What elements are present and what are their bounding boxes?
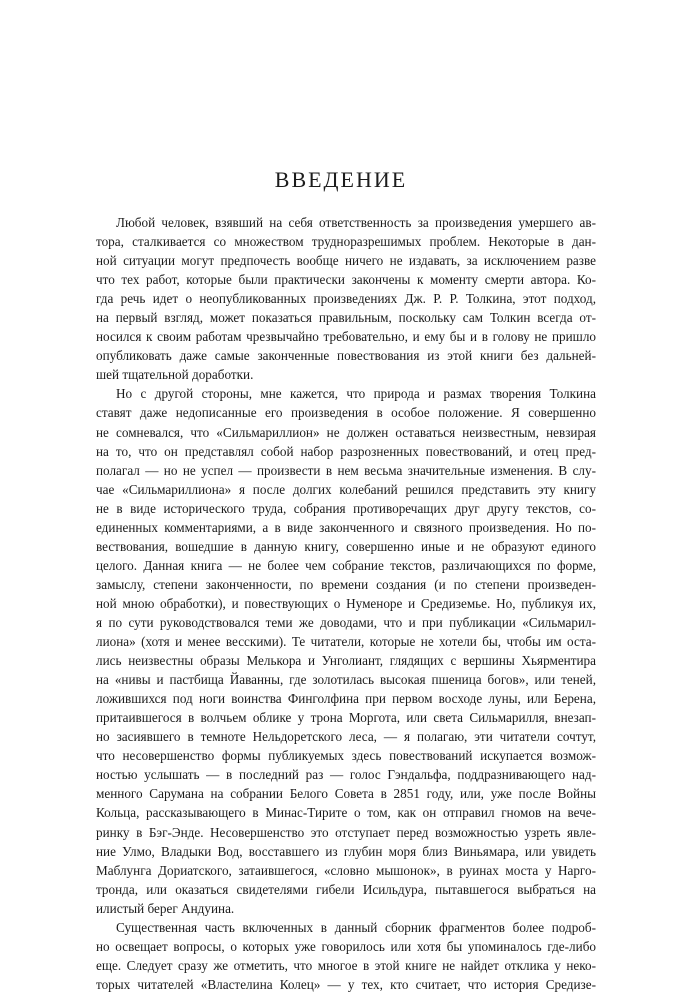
text-line: еще. Следует сразу же отметить, что многое в этой книге не найдет отклика у неко-: [96, 957, 596, 973]
text-line: полагал — но не успел — произвести в нем весьма значительные изменения. В слу-: [96, 462, 596, 478]
paragraph: [96, 213, 596, 384]
text-line: Любой человек, взявший на себя ответственность за произведения умершего ав-: [116, 215, 596, 230]
text-line: на первый взгляд, может показаться правильным, поскольку сам Толкин всегда от-: [96, 310, 596, 326]
text-line: Но с другой стороны, мне кажется, что природа и размах творения Толкина: [116, 386, 596, 402]
text-line: вествования, вошедшие в данную книгу, совершенно иные и не образуют единого: [96, 538, 596, 554]
text-line: тора, сталкивается со множеством трудноразрешимых проблем. Некоторые в дан-: [96, 234, 596, 250]
text-line: притаившегося в волчьем облике у трона Моргота, или света Сильмарилля, внезап-: [96, 710, 596, 726]
text-line: целого. Данная книга — не более чем собрание текстов, различающихся по форме,: [96, 557, 596, 573]
text-line: но освещает вопросы, о которых уже говорилось или хотя бы упоминалось где-либо: [96, 938, 596, 954]
text-line: Кольца, рассказывающего в Минас-Тирите о том, как он отправил гномов на вече-: [96, 805, 596, 821]
text-line: ние Улмо, Владыки Вод, восставшего из глубин моря близ Виньямара, или увидеть: [96, 843, 596, 859]
text-line: ринку в Бэг-Энде. Несовершенство это отступает перед возможностью узреть явле-: [96, 824, 596, 840]
text-line: ставят даже недописанные его произведения в особое положение. Я совершенно: [96, 405, 596, 421]
text-line: носился к своим работам чрезвычайно требовательно, и ему бы и в голову не пришло: [96, 329, 596, 345]
text-line: не сомневался, что «Сильмариллион» не должен оставаться неизвестным, невзирая: [96, 424, 596, 440]
text-line: Существенная часть включенных в данный сборник фрагментов более подроб-: [116, 919, 596, 935]
text-line: что тех работ, которые были практически закончены к моменту смерти автора. Ко-: [96, 272, 596, 288]
text-line: лиона» (хотя и менее весскими). Те читатели, которые не хотели бы, чтобы им оста-: [96, 634, 596, 650]
text-line: опубликовать даже самые законченные повествования из этой книги без дальней-: [96, 348, 596, 364]
text-line: гда речь идет о неопубликованных произведениях Дж. Р. Р. Толкина, этот подход,: [96, 291, 596, 307]
text-line: шей тщательной доработки.: [96, 367, 254, 383]
text-line: ной мною обработки), и повествующих о Нуменоре и Средиземье. Но, публикуя их,: [96, 595, 596, 611]
paragraph: [96, 384, 596, 917]
text-line: что несовершенство формы публикуемых здесь повествований искупается возмож-: [96, 748, 596, 764]
text-line: но засиявшего в темноте Нельдоретского леса, — я полагаю, эти читатели сочтут,: [96, 729, 596, 745]
text-line: тронда, или оказаться свидетелями гибели Исильдура, пытавшегося выбраться на: [96, 881, 596, 897]
text-line: ностью услышать — в последний раз — голос Гэндальфа, поддразнивающего над-: [96, 767, 596, 783]
text-line: я по сути руководствовался теми же доводами, что и при публикации «Сильмарил-: [96, 614, 596, 630]
text-line: не в виде исторического труда, собрания противоречащих друг другу текстов, со-: [96, 500, 596, 516]
text-line: ной ситуации могут предпочесть вообще ничего не издавать, за исключением разве: [96, 253, 596, 269]
text-line: торых читателей «Властелина Колец» — у тех, кто считает, что история Средизе-: [96, 976, 596, 992]
chapter-body: [96, 213, 596, 994]
text-line: чае «Сильмариллиона» я после долгих колебаний решился представить эту книгу: [96, 481, 596, 497]
text-line: на «нивы и пастбища Йаванны, где золотилась высокая пшеница богов», или теней,: [96, 672, 596, 688]
text-line: менного Сарумана на собрании Белого Совета в 2851 году, или, уже после Войны: [96, 786, 596, 802]
paragraph: [96, 918, 596, 994]
text-line: лись неизвестны образы Мелькора и Унголиант, глядящих с вершины Хьярментира: [96, 653, 596, 669]
text-line: единенных комментариями, а в виде законченного и связного произведения. Но по-: [96, 519, 596, 535]
chapter-title: ВВЕДЕНИЕ: [274, 167, 408, 192]
text-line: ложившихся под ноги воинства Финголфина при первом восходе луны, или Берена,: [96, 691, 596, 707]
text-line: илистый берег Андуина.: [96, 900, 235, 916]
text-line: на то, что он представлял собой набор разрозненных повествований, и отец пред-: [96, 443, 596, 459]
text-line: Маблунга Дориатского, затаившегося, «словно мышонок», в руинах моста у Нарго-: [96, 862, 596, 878]
text-line: замыслу, степени законченности, по времени создания (и по степени произведен-: [96, 576, 596, 592]
